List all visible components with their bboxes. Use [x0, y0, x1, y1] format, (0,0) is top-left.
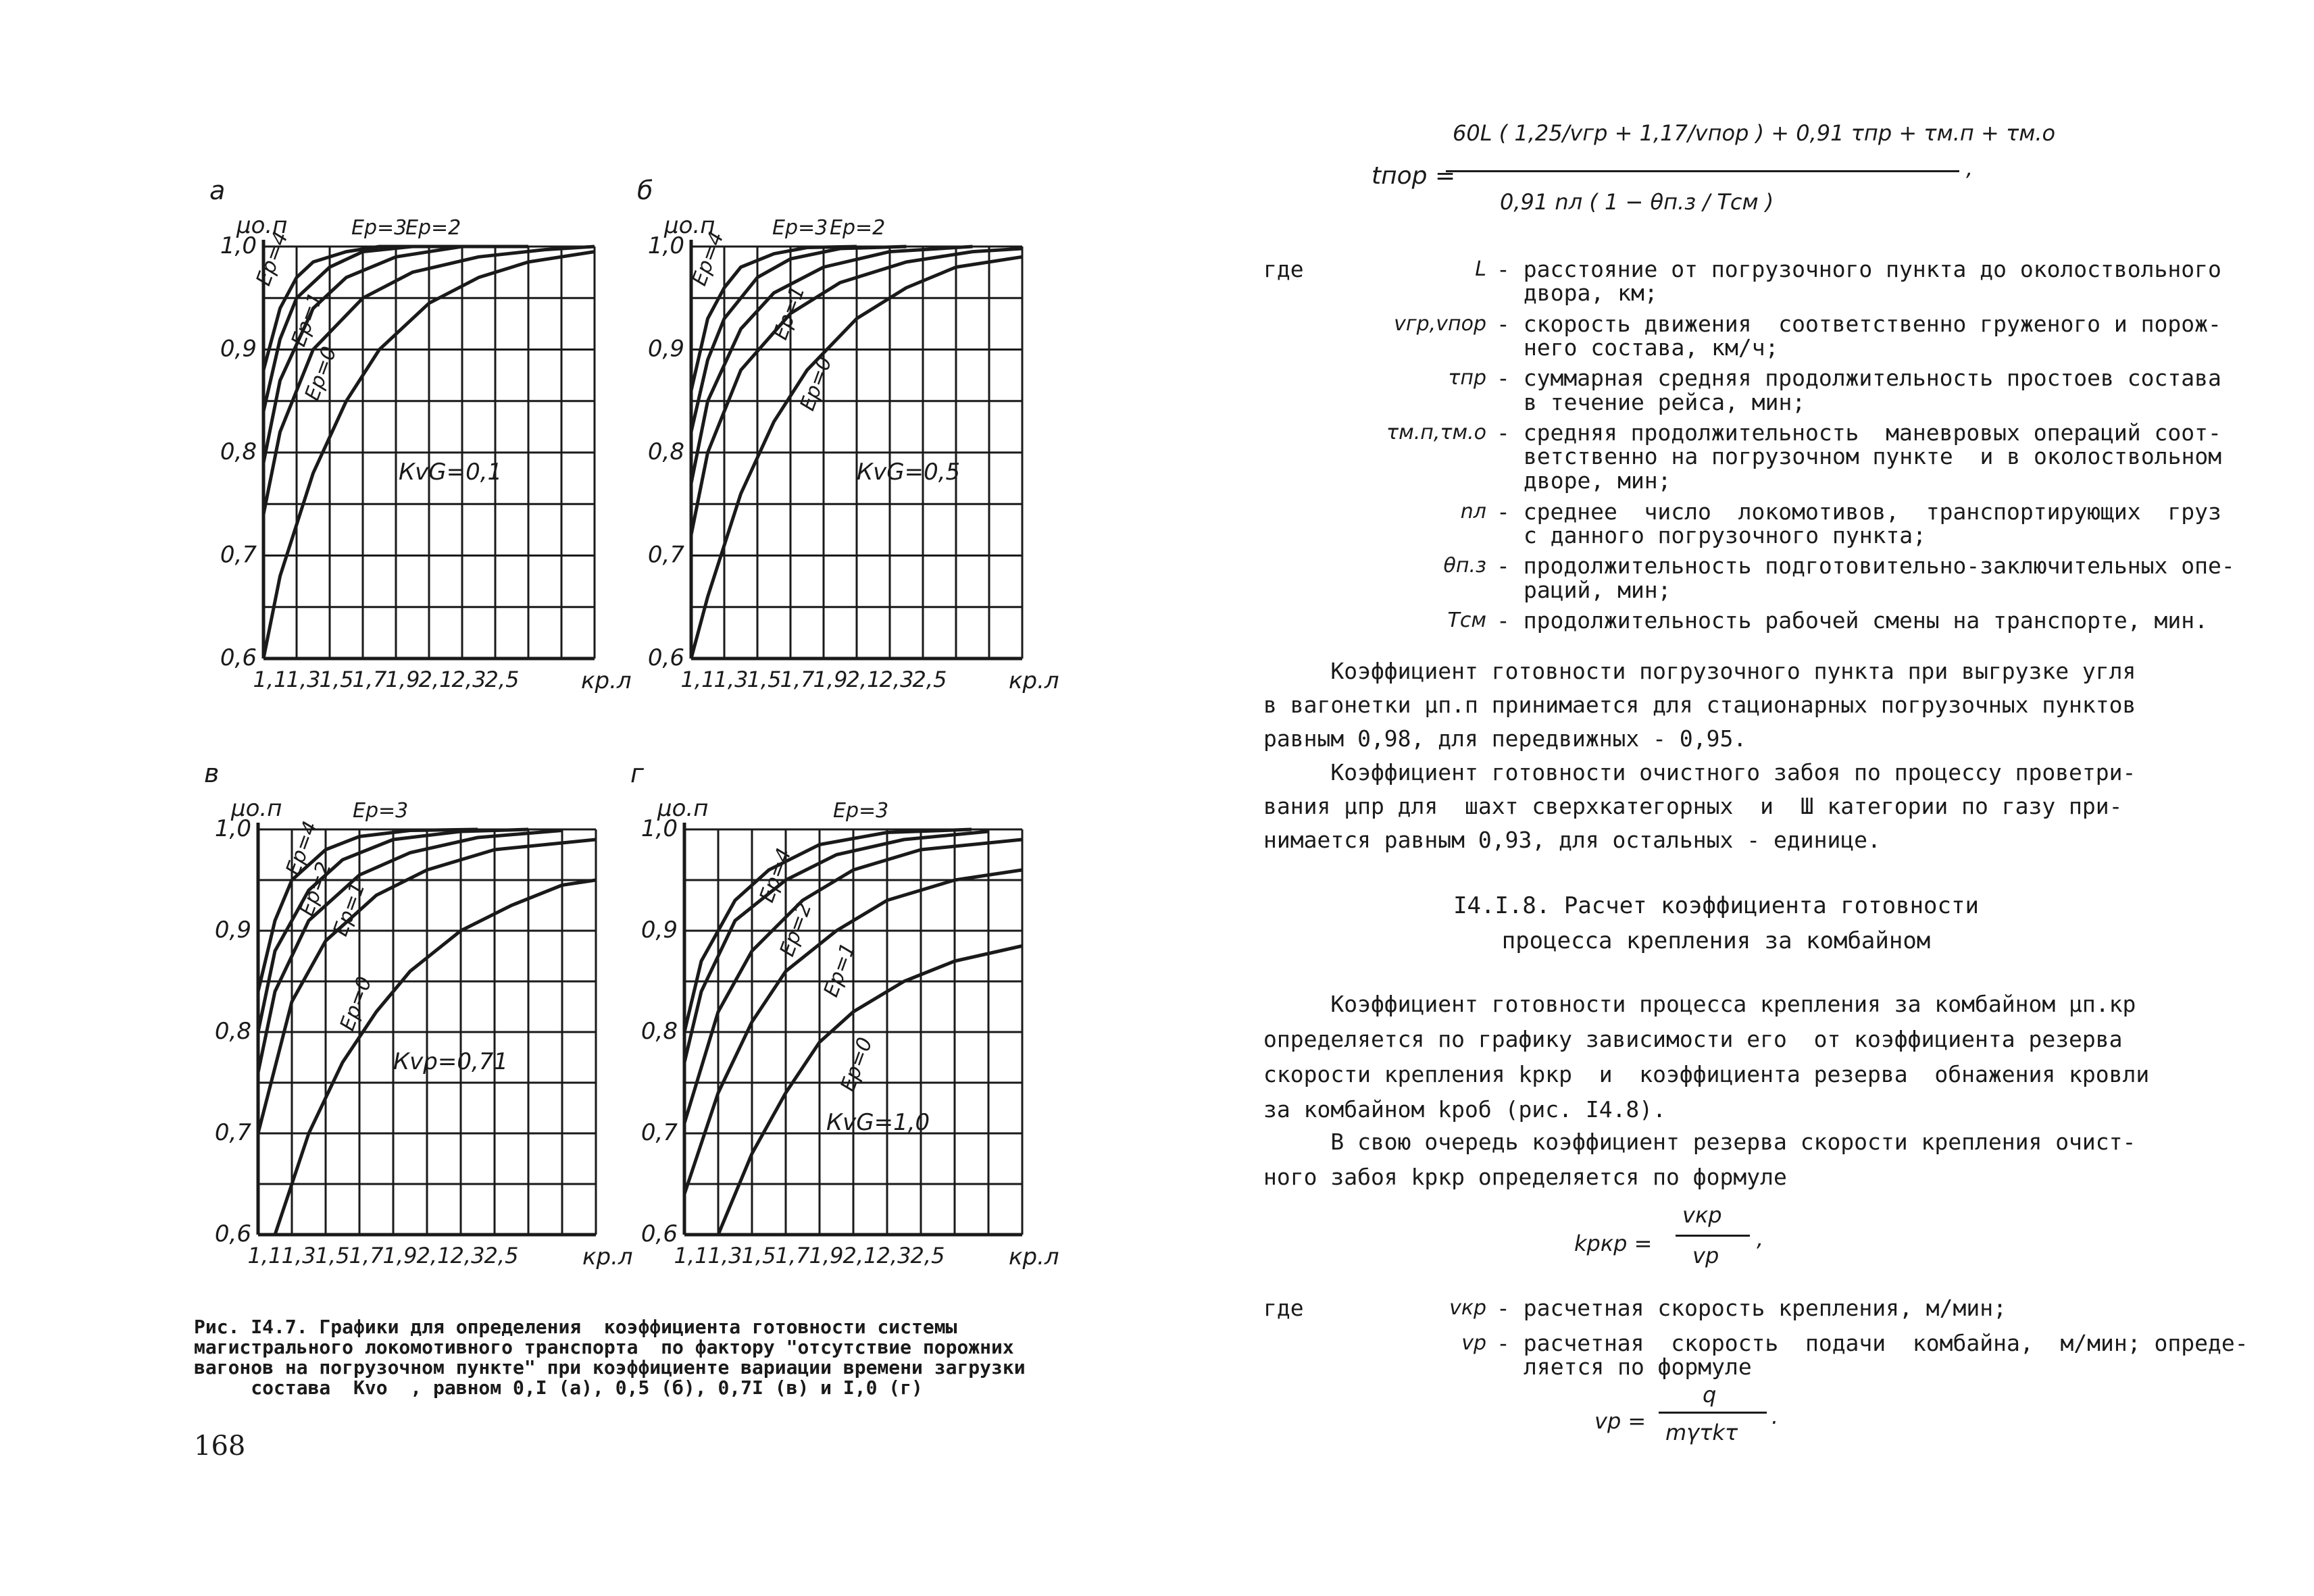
series-line	[718, 946, 1022, 1235]
y-tick-label: 0,7	[214, 1119, 251, 1146]
curve-label: Ep=4	[687, 228, 729, 289]
x-tick-label: 1,7	[352, 667, 387, 692]
x-tick-label: 2,3	[876, 1243, 911, 1268]
x-tick-label: 1,7	[780, 667, 815, 692]
definition-text: двора, км;	[1524, 280, 1658, 307]
definitions-block	[1263, 256, 2235, 648]
text-line: вания μпр для шахт сверхкатегорных и Ш категории по газу при-	[1263, 793, 2123, 819]
definition-text: - суммарная средняя продолжительность простоев состава	[1496, 365, 2221, 392]
definition-text: него состава, км/ч;	[1524, 334, 1779, 361]
heading-line: I4.I.8. Расчет коэффициента готовности	[1453, 892, 1979, 919]
y-tick-label: 0,7	[220, 541, 257, 569]
curve-label: Ep=3	[353, 799, 409, 823]
definition-symbol: vр	[1461, 1331, 1486, 1355]
x-tick-label: 1,7	[349, 1243, 384, 1268]
x-tick-label: 2,3	[879, 667, 914, 692]
x-tick-label: 1,3	[707, 1243, 743, 1268]
text-line: Коэффициент готовности процесса крепления за комбайном μп.кр	[1263, 991, 2136, 1017]
x-tick-label: 1,1	[247, 1243, 282, 1268]
x-axis-label: кр.л	[1009, 1243, 1059, 1270]
variation-coef-label: КvG=0,5	[857, 459, 961, 486]
fraction-bar	[1446, 170, 1959, 172]
y-tick-label: 0,7	[640, 1119, 678, 1146]
curve-label: Ep=1	[286, 289, 328, 350]
formula-tail: ,	[1966, 155, 1973, 181]
x-tick-label: 2,1	[418, 667, 453, 692]
x-axis-label: кр.л	[1009, 667, 1059, 694]
panel-letter: в	[204, 758, 220, 788]
x-tick-label: 1,9	[809, 1243, 844, 1268]
text-line: определяется по графику зависимости его от коэффициента резерва	[1263, 1026, 2123, 1052]
text-line: Коэффициент готовности очистного забоя по процессу проветри-	[1263, 759, 2136, 786]
definition-prefix: где	[1263, 256, 1304, 282]
heading-line: процесса крепления за комбайном	[1501, 927, 1931, 954]
definition-text: в течение рейса, мин;	[1524, 388, 1806, 415]
curve-label: Ep=1	[768, 282, 810, 343]
definition-text: - продолжительность рабочей смены на транспорте, мин.	[1496, 607, 2208, 634]
curve-label: Ep=2	[295, 858, 336, 919]
definition-symbol: Tсм	[1447, 609, 1486, 632]
y-tick-label: 0,6	[640, 1220, 678, 1247]
definition-text: ветственно на погрузочном пункте и в околоствольном	[1524, 443, 2222, 470]
curve-label: Ep=2	[405, 216, 461, 240]
definition-text: с данного погрузочного пункта;	[1524, 522, 1927, 549]
y-tick-label: 0,8	[214, 1018, 251, 1045]
definition-text: - расчетная скорость подачи комбайна, м/мин; опреде-	[1496, 1330, 2248, 1356]
definition-text: дворе, мин;	[1524, 467, 1671, 494]
curve-label: Ep=3	[833, 799, 889, 823]
x-tick-label: 1,1	[680, 667, 715, 692]
y-tick-label: 0,7	[647, 541, 684, 569]
definition-symbol: vкр	[1449, 1296, 1486, 1320]
y-axis-label: μо.п	[657, 795, 709, 822]
y-tick-label: 0,8	[220, 438, 257, 465]
x-tick-label: 2,1	[842, 1243, 878, 1268]
y-axis-label: μо.п	[236, 212, 288, 239]
curve-label: Ep=0	[300, 343, 342, 404]
y-axis-label: μо.п	[664, 212, 715, 239]
variation-coef-label: Кvр=0,71	[393, 1048, 509, 1075]
section-heading	[1263, 888, 2169, 958]
y-tick-label: 0,8	[640, 1018, 678, 1045]
definition-symbol: τм.п,τм.о	[1386, 420, 1486, 444]
definition-prefix: где	[1263, 1295, 1304, 1321]
x-tick-label: 1,5	[741, 1243, 776, 1268]
variation-coef-label: КvG=1,0	[826, 1109, 930, 1136]
x-tick-label: 2,5	[484, 667, 520, 692]
formula-tail: .	[1771, 1404, 1779, 1429]
panel-letter: г	[630, 758, 644, 788]
fraction-bar	[1676, 1235, 1750, 1237]
panel-letter: а	[209, 176, 226, 205]
x-tick-label: 1,9	[813, 667, 848, 692]
definition-symbol: L	[1475, 257, 1486, 281]
formula-kp	[1574, 1202, 1844, 1283]
text-line: Коэффициент готовности погрузочного пункта при выгрузке угля	[1263, 658, 2136, 684]
definition-symbol: τпр	[1448, 366, 1486, 390]
y-tick-label: 0,6	[220, 644, 257, 671]
formula-tail: ,	[1757, 1226, 1764, 1252]
definition-text: - расчетная скорость крепления, м/мин;	[1496, 1295, 2007, 1321]
x-tick-label: 2,5	[484, 1243, 519, 1268]
formula-lhs: tпор =	[1372, 162, 1456, 190]
x-tick-label: 2,5	[912, 667, 947, 692]
curve-label: Ep=4	[251, 228, 293, 289]
curve-label: Ep=4	[281, 818, 323, 879]
definition-text: - расстояние от погрузочного пункта до околоствольного	[1496, 256, 2221, 282]
definition-symbol: vгр,vпор	[1394, 311, 1486, 336]
y-tick-label: 0,6	[647, 644, 684, 671]
curve-label: Ep=0	[335, 973, 377, 1034]
x-tick-label: 1,9	[382, 1243, 418, 1268]
formula-vp	[1594, 1378, 1838, 1459]
definition-text: - скорость движения соответственно груженого и порож-	[1496, 310, 2221, 337]
page-number: 168	[194, 1431, 246, 1462]
y-tick-label: 1,0	[214, 815, 251, 842]
x-tick-label: 1,7	[775, 1243, 810, 1268]
text-line: за комбайном kроб (рис. I4.8).	[1263, 1096, 1667, 1123]
x-tick-label: 1,5	[315, 1243, 350, 1268]
x-tick-label: 2,3	[451, 667, 486, 692]
text-line: В свою очередь коэффициент резерва скорости крепления очист-	[1263, 1129, 2136, 1155]
text-line: нимается равным 0,93, для остальных - единице.	[1263, 827, 1881, 853]
caption-line: состава Кvо , равном 0,I (а), 0,5 (б), 0,7I (в) и I,0 (г)	[194, 1376, 923, 1399]
text-line: в вагонетки μп.п принимается для стационарных погрузочных пунктов	[1263, 692, 2136, 718]
y-axis-label: μо.п	[231, 795, 282, 822]
formula-tpor	[1372, 115, 2115, 236]
x-tick-label: 2,3	[450, 1243, 485, 1268]
formula-numerator: q	[1703, 1382, 1717, 1408]
curve-label: Ep=4	[755, 845, 797, 906]
fraction-bar	[1659, 1412, 1767, 1414]
curve-label: Ep=2	[830, 216, 886, 240]
panel-letter: б	[637, 176, 653, 205]
formula-numerator: vкр	[1682, 1202, 1722, 1228]
x-tick-label: 1,9	[385, 667, 420, 692]
x-tick-label: 1,3	[281, 1243, 316, 1268]
definition-text: - средняя продолжительность маневровых операций соот-	[1496, 419, 2221, 446]
text-line: равным 0,98, для передвижных - 0,95.	[1263, 725, 1747, 752]
formula-denominator: mγτkτ	[1665, 1420, 1738, 1445]
caption-line: магистрального локомотивного транспорта по фактору "отсутствие порожних	[194, 1336, 1014, 1358]
text-line: ного забоя kркр определяется по формуле	[1263, 1164, 1787, 1190]
y-tick-label: 0,8	[647, 438, 684, 465]
formula-lhs: vр =	[1594, 1408, 1646, 1434]
definitions-block-2	[1263, 1295, 2248, 1390]
x-axis-label: кр.л	[582, 1243, 633, 1270]
x-tick-label: 1,1	[253, 667, 288, 692]
x-tick-label: 2,1	[416, 1243, 451, 1268]
definition-text: - продолжительность подготовительно-заключительных опе-	[1496, 552, 2235, 580]
formula-denominator: 0,91 nл ( 1 − θп.з / Tсм )	[1500, 189, 1774, 215]
x-tick-label: 1,5	[747, 667, 782, 692]
x-axis-label: кр.л	[581, 667, 632, 694]
x-tick-label: 1,5	[319, 667, 354, 692]
y-tick-label: 0,9	[647, 335, 684, 363]
y-tick-label: 0,9	[220, 335, 257, 363]
curve-label: Ep=0	[795, 353, 837, 414]
y-tick-label: 0,9	[214, 917, 251, 944]
y-tick-label: 1,0	[640, 815, 678, 842]
curve-label: Ep=0	[836, 1034, 878, 1095]
text-line: скорости крепления kркр и коэффициента резерва обнажения кровли	[1263, 1061, 2150, 1087]
x-tick-label: 2,5	[910, 1243, 945, 1268]
x-tick-label: 1,1	[674, 1243, 709, 1268]
x-tick-label: 2,1	[846, 667, 881, 692]
definition-text: - среднее число локомотивов, транспортирующих груз	[1496, 498, 2221, 525]
variation-coef-label: КvG=0,1	[399, 459, 503, 486]
curve-label: Ep=1	[328, 879, 370, 939]
definition-symbol: nл	[1460, 499, 1486, 523]
y-tick-label: 1,0	[647, 232, 684, 259]
curve-label: Ep=2	[775, 899, 817, 960]
caption-line: Рис. I4.7. Графики для определения коэффициента готовности системы	[194, 1316, 957, 1338]
x-tick-label: 1,3	[713, 667, 749, 692]
definition-text: раций, мин;	[1524, 576, 1671, 603]
y-tick-label: 0,6	[214, 1220, 251, 1247]
y-tick-label: 0,9	[640, 917, 678, 944]
caption-line: вагонов на погрузочном пункте" при коэффициенте вариации времени загрузки	[194, 1356, 1026, 1379]
figure-caption	[194, 1317, 1065, 1398]
formula-numerator: 60L ( 1,25/vгр + 1,17/vпор ) + 0,91 τпр + τм.п + τм.о	[1453, 120, 2056, 146]
y-tick-label: 1,0	[220, 232, 257, 259]
formula-denominator: vр	[1692, 1243, 1719, 1268]
definition-symbol: θп.з	[1443, 554, 1486, 578]
curve-label: Ep=1	[819, 939, 861, 1000]
curve-label: Ep=3	[351, 216, 407, 240]
formula-lhs: kркр =	[1574, 1231, 1653, 1256]
curve-label: Ep=3	[772, 216, 828, 240]
x-tick-label: 1,3	[286, 667, 321, 692]
definition-text: ляется по формуле	[1524, 1354, 1752, 1381]
